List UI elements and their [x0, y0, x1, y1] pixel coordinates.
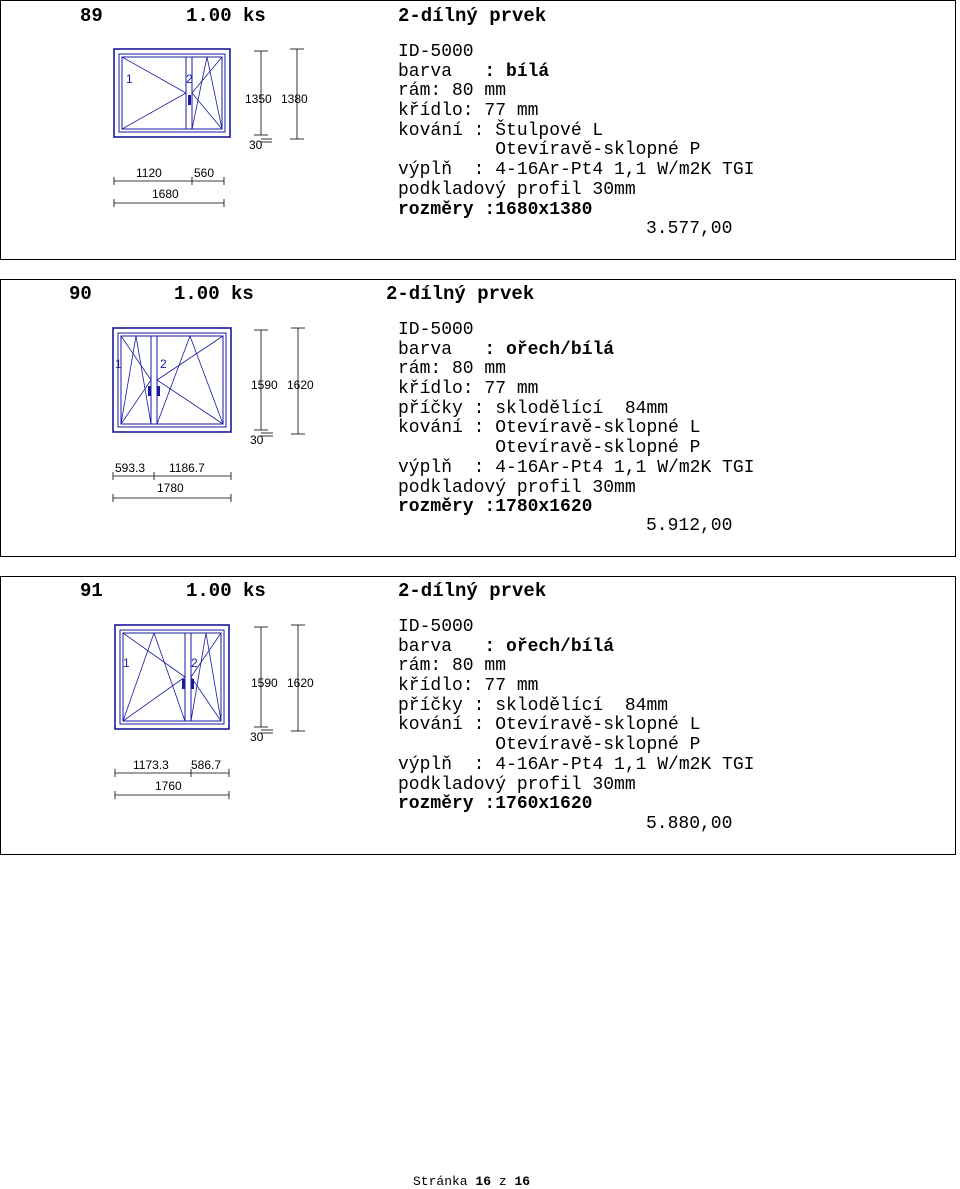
spec-sash: křídlo: 77 mm: [398, 379, 539, 400]
width-dim-1: 593.3: [115, 461, 146, 475]
spec-hardware: kování : Štulpové L: [398, 120, 604, 141]
frame-inner: [120, 630, 224, 724]
spec-hardware-2: Otevíravě-sklopné P: [398, 438, 701, 459]
spec-block: [398, 43, 754, 220]
item-type: 2-dílný prvek: [398, 5, 547, 27]
sash-label-2: 2: [191, 656, 198, 670]
item-price: 5.912,00: [646, 516, 733, 536]
sash-1: [122, 57, 186, 129]
sash-label-2: 2: [160, 357, 167, 371]
spec-id: ID-5000: [398, 42, 474, 62]
width-dim-1: 1120: [136, 166, 162, 180]
spec-hardware-2: Otevíravě-sklopné P: [398, 735, 701, 756]
item-price: 3.577,00: [646, 219, 733, 239]
spec-glazing: výplň : 4-16Ar-Pt4 1,1 W/m2K TGI: [398, 160, 755, 181]
spec-color: barva : ořech/bílá: [398, 636, 615, 657]
spec-frame: rám: 80 mm: [398, 359, 507, 380]
spec-bars: příčky : sklodělící 84mm: [398, 398, 669, 419]
handle: [188, 95, 191, 105]
height-dim-2: 1620: [287, 378, 314, 392]
profile-dim: 30: [250, 433, 264, 447]
handle: [157, 386, 160, 396]
spec-dimensions: rozměry :1680x1380: [398, 199, 593, 220]
item-number: 89: [80, 5, 103, 27]
profile-dim: 30: [249, 138, 263, 152]
mullion: [185, 633, 191, 721]
spec-sill-profile: podkladový profil 30mm: [398, 477, 636, 498]
total-width-dim: 1780: [157, 481, 184, 495]
sash-1: [121, 336, 151, 424]
height-dim-1: 1590: [251, 676, 278, 690]
sash-2: [157, 336, 223, 424]
item-89: [0, 0, 956, 260]
item-qty: 1.00 ks: [186, 580, 266, 602]
spec-hardware-2: Otevíravě-sklopné P: [398, 140, 701, 161]
item-qty: 1.00 ks: [174, 283, 254, 305]
height-dim-1: 1590: [251, 378, 278, 392]
window-drawing: [107, 617, 347, 807]
spec-block: [398, 321, 754, 518]
spec-hardware: kování : Otevíravě-sklopné L: [398, 715, 701, 736]
height-dim-2: 1380: [281, 92, 308, 106]
spec-sill-profile: podkladový profil 30mm: [398, 774, 636, 795]
spec-hardware: kování : Otevíravě-sklopné L: [398, 418, 701, 439]
sash-label-1: 1: [115, 357, 122, 371]
spec-dimensions: rozměry :1780x1620: [398, 497, 593, 518]
spec-sash: křídlo: 77 mm: [398, 101, 539, 122]
window-drawing: [106, 41, 346, 211]
item-number: 90: [69, 283, 92, 305]
total-width-dim: 1680: [152, 187, 179, 201]
width-dim-2: 586.7: [191, 758, 222, 772]
item-91: [0, 576, 956, 855]
handle: [182, 679, 185, 689]
total-width-dim: 1760: [155, 779, 182, 793]
item-price: 5.880,00: [646, 814, 733, 834]
spec-id: ID-5000: [398, 617, 474, 637]
spec-color: barva : bílá: [398, 61, 550, 82]
height-dim-1: 1350: [245, 92, 272, 106]
sash-label-1: 1: [126, 72, 133, 86]
handle: [148, 386, 151, 396]
handle: [191, 679, 194, 689]
mullion: [151, 336, 157, 424]
window-drawing: [105, 320, 345, 510]
item-type: 2-dílný prvek: [398, 580, 547, 602]
item-type: 2-dílný prvek: [386, 283, 535, 305]
spec-frame: rám: 80 mm: [398, 656, 507, 677]
spec-block: [398, 618, 754, 815]
height-dim-2: 1620: [287, 676, 314, 690]
width-dim-1: 1173.3: [133, 758, 169, 772]
sash-2: [191, 633, 221, 721]
sash-label-1: 1: [123, 656, 130, 670]
total-pages: 16: [514, 1174, 531, 1189]
current-page: 16: [475, 1174, 492, 1189]
sash-1: [123, 633, 185, 721]
spec-bars: příčky : sklodělící 84mm: [398, 695, 669, 716]
sash-2: [192, 57, 222, 129]
frame-outer: [115, 625, 229, 729]
width-dim-2: 1186.7: [169, 461, 205, 475]
spec-color: barva : ořech/bílá: [398, 339, 615, 360]
frame-outer: [113, 328, 231, 432]
spec-frame: rám: 80 mm: [398, 81, 507, 102]
spec-sash: křídlo: 77 mm: [398, 676, 539, 697]
width-dim-2: 560: [194, 166, 215, 180]
spec-dimensions: rozměry :1760x1620: [398, 794, 593, 815]
item-qty: 1.00 ks: [186, 5, 266, 27]
item-number: 91: [80, 580, 103, 602]
item-90: [0, 279, 956, 557]
spec-glazing: výplň : 4-16Ar-Pt4 1,1 W/m2K TGI: [398, 457, 755, 478]
spec-glazing: výplň : 4-16Ar-Pt4 1,1 W/m2K TGI: [398, 754, 755, 775]
sash-label-2: 2: [186, 72, 193, 86]
mullion: [186, 57, 192, 129]
spec-id: ID-5000: [398, 320, 474, 340]
spec-sill-profile: podkladový profil 30mm: [398, 179, 636, 200]
page-footer: Stránka 16 z 16: [413, 1174, 531, 1189]
profile-dim: 30: [250, 730, 264, 744]
